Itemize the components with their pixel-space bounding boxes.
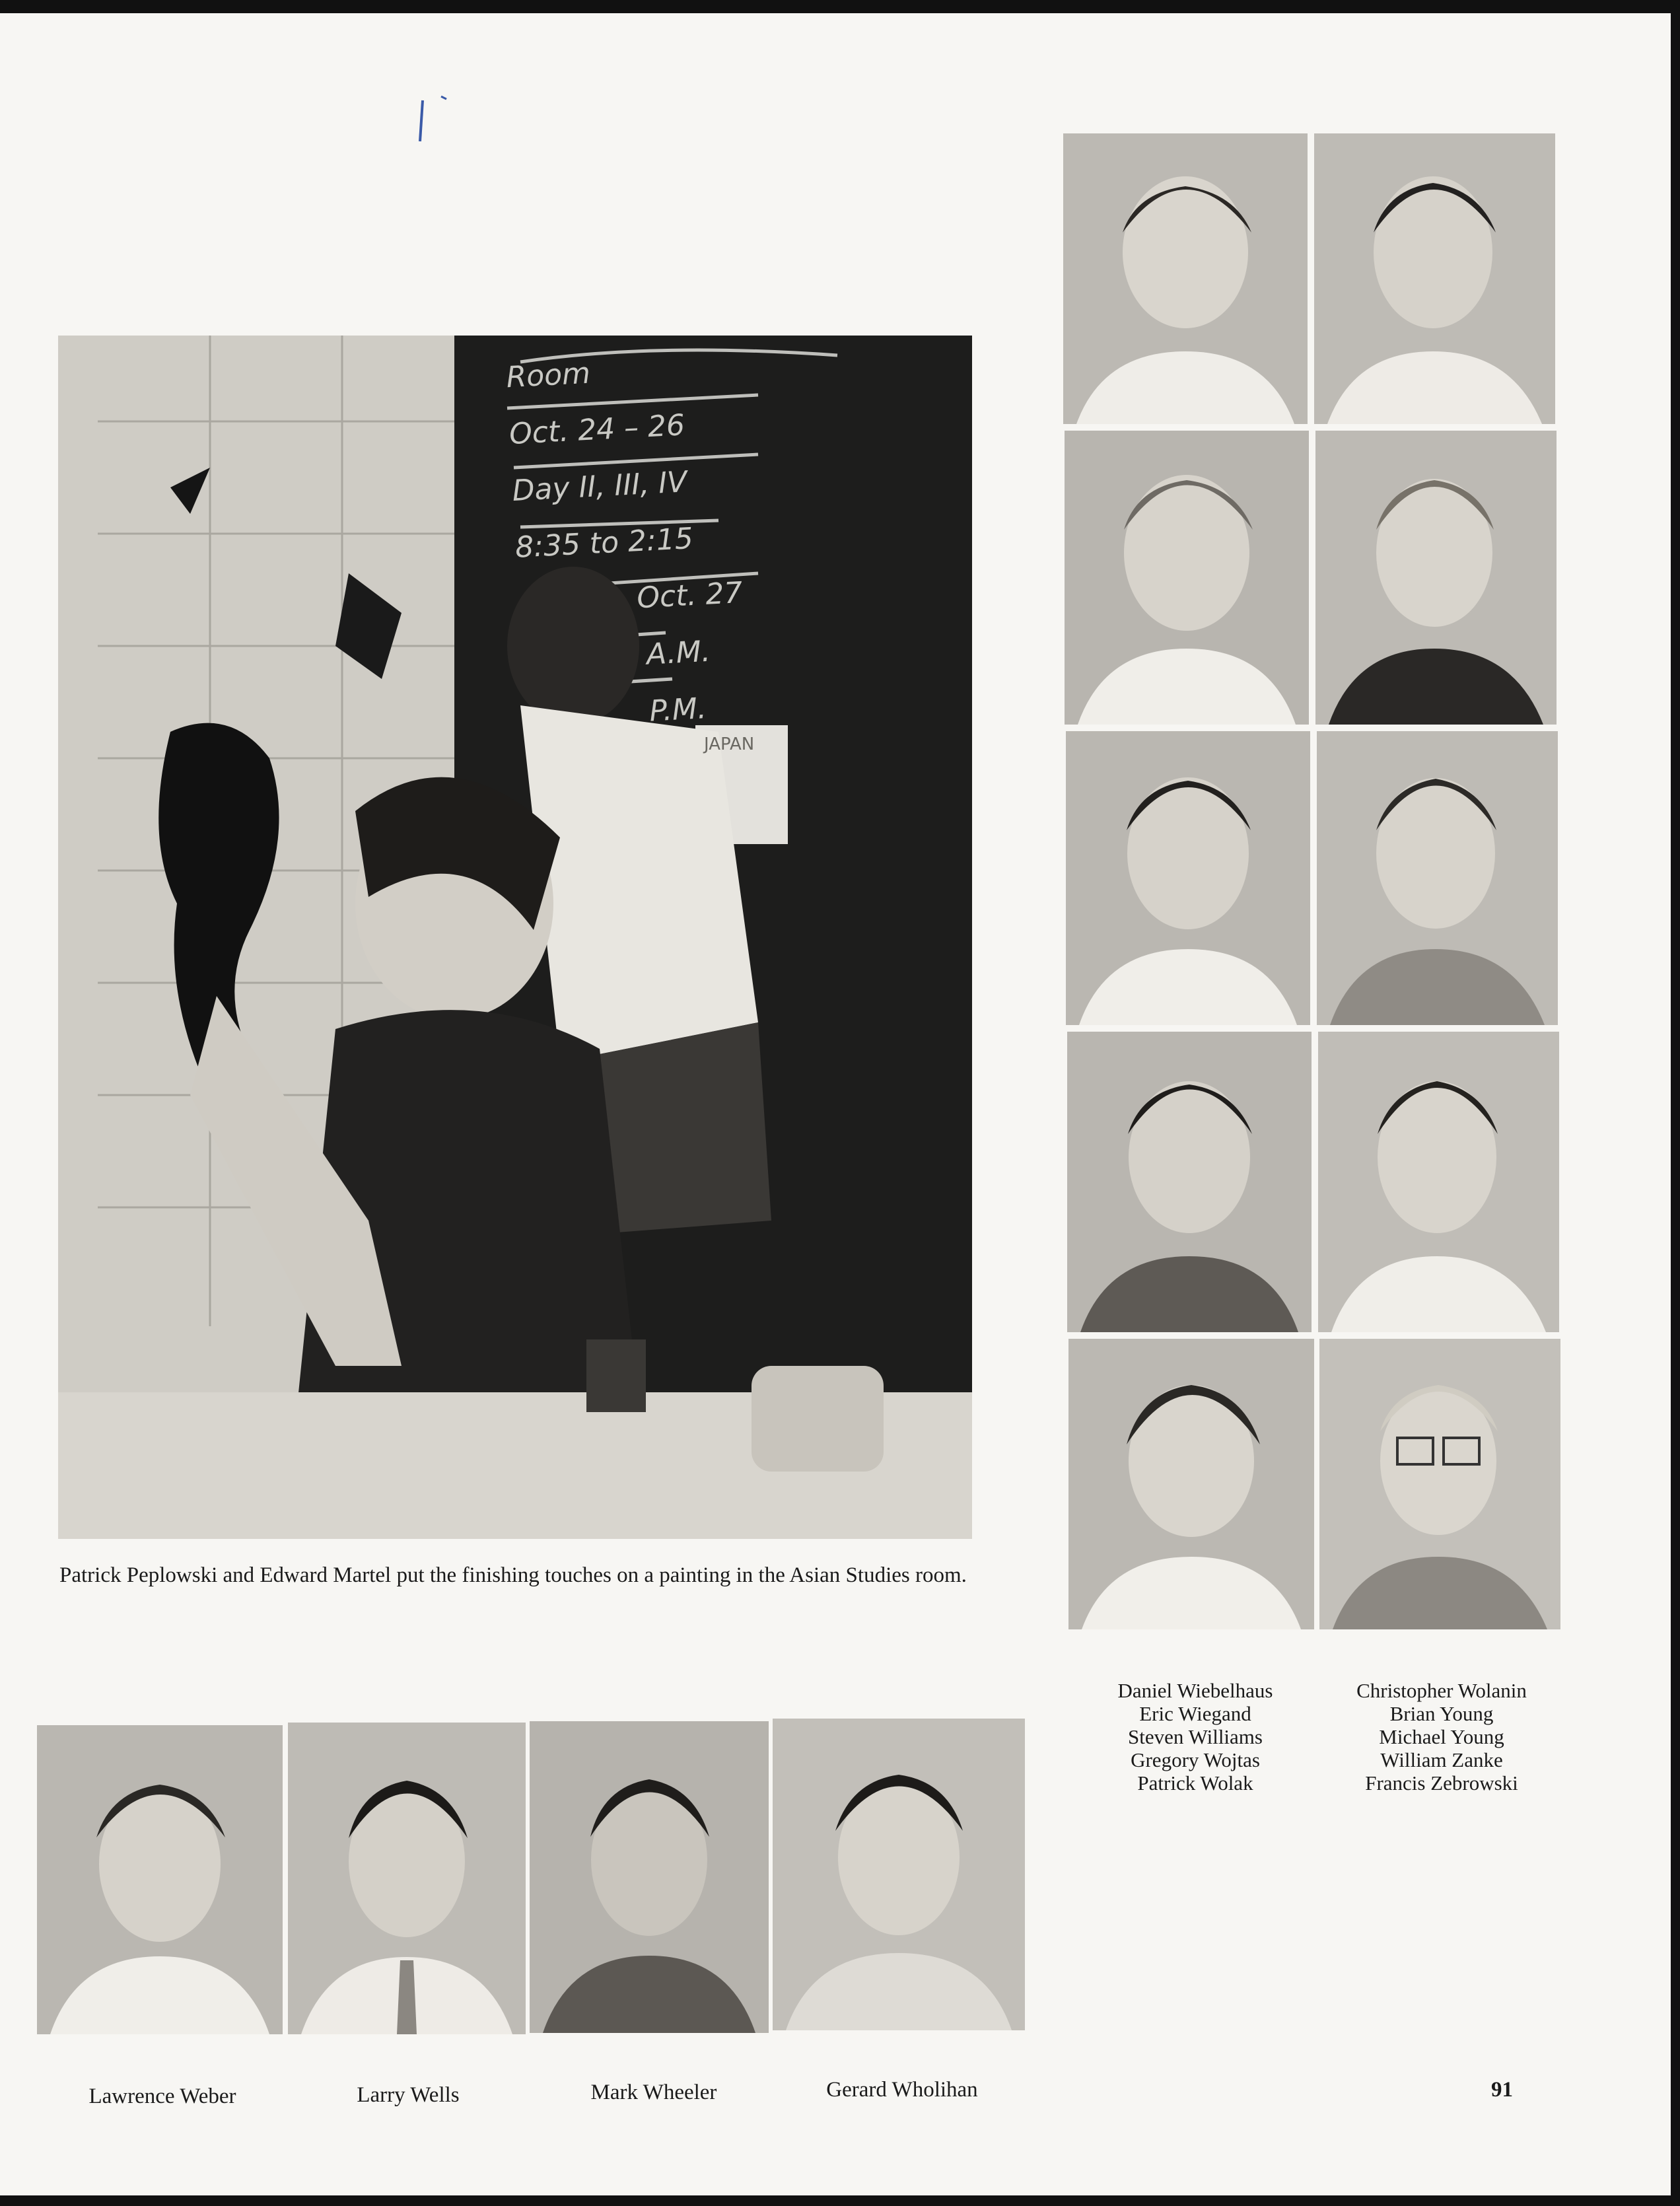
portrait-photo <box>1066 731 1310 1025</box>
poster-label: JAPAN <box>704 734 755 754</box>
portrait-photo <box>530 1721 769 2033</box>
student-name: Eric Wiegand <box>1139 1702 1251 1725</box>
student-name: Steven Williams <box>1128 1725 1263 1748</box>
names-column-right <box>1316 1679 1567 1795</box>
chalkboard-line: Room <box>505 356 592 395</box>
student-name: Michael Young <box>1379 1725 1504 1748</box>
portrait-photo <box>37 1725 283 2034</box>
chalkboard-line: P.M. <box>648 692 708 729</box>
chalkboard-line: Oct. 27 <box>636 576 744 616</box>
student-name: Gerard Wholihan <box>826 2078 978 2102</box>
chalkboard-line: Oct. 24 – 26 <box>508 408 686 452</box>
portrait-photo <box>1318 1032 1559 1332</box>
portrait-photo <box>1314 133 1555 424</box>
portrait-photo <box>1317 731 1558 1025</box>
scan-border <box>0 2195 1680 2206</box>
chalkboard-text <box>505 338 750 747</box>
chalkboard-line: Day II, III, IV <box>511 465 688 508</box>
chalkboard-line: 8:35 to 2:15 <box>514 521 694 565</box>
portrait-photo <box>773 1719 1025 2030</box>
student-name: Larry Wells <box>357 2083 460 2107</box>
student-name: Patrick Wolak <box>1137 1771 1253 1795</box>
portrait-photo <box>1063 133 1308 424</box>
student-name: Mark Wheeler <box>590 2081 717 2104</box>
chalkboard-line: A.M. <box>645 634 712 672</box>
portrait-photo <box>288 1723 526 2034</box>
student-name: William Zanke <box>1380 1748 1503 1771</box>
student-name: Christopher Wolanin <box>1356 1679 1527 1702</box>
student-name: Francis Zebrowski <box>1365 1771 1518 1795</box>
page-number: 91 <box>1491 2078 1513 2102</box>
portrait-photo <box>1067 1032 1312 1332</box>
names-column-left <box>1070 1679 1321 1795</box>
student-name: Lawrence Weber <box>88 2084 236 2108</box>
yearbook-page <box>0 13 1671 2196</box>
student-name: Brian Young <box>1389 1702 1494 1725</box>
scan-border <box>1671 0 1680 2206</box>
portrait-photo <box>1068 1339 1314 1629</box>
portrait-photo <box>1315 431 1557 725</box>
pen-mark <box>415 95 454 148</box>
student-name: Gregory Wojtas <box>1131 1748 1260 1771</box>
photo-caption: Patrick Peplowski and Edward Martel put the finishing touches on a painting in the Asian Studies room. <box>59 1563 967 1587</box>
portrait-photo <box>1065 431 1309 725</box>
portrait-photo <box>1319 1339 1560 1629</box>
student-name: Daniel Wiebelhaus <box>1117 1679 1273 1702</box>
